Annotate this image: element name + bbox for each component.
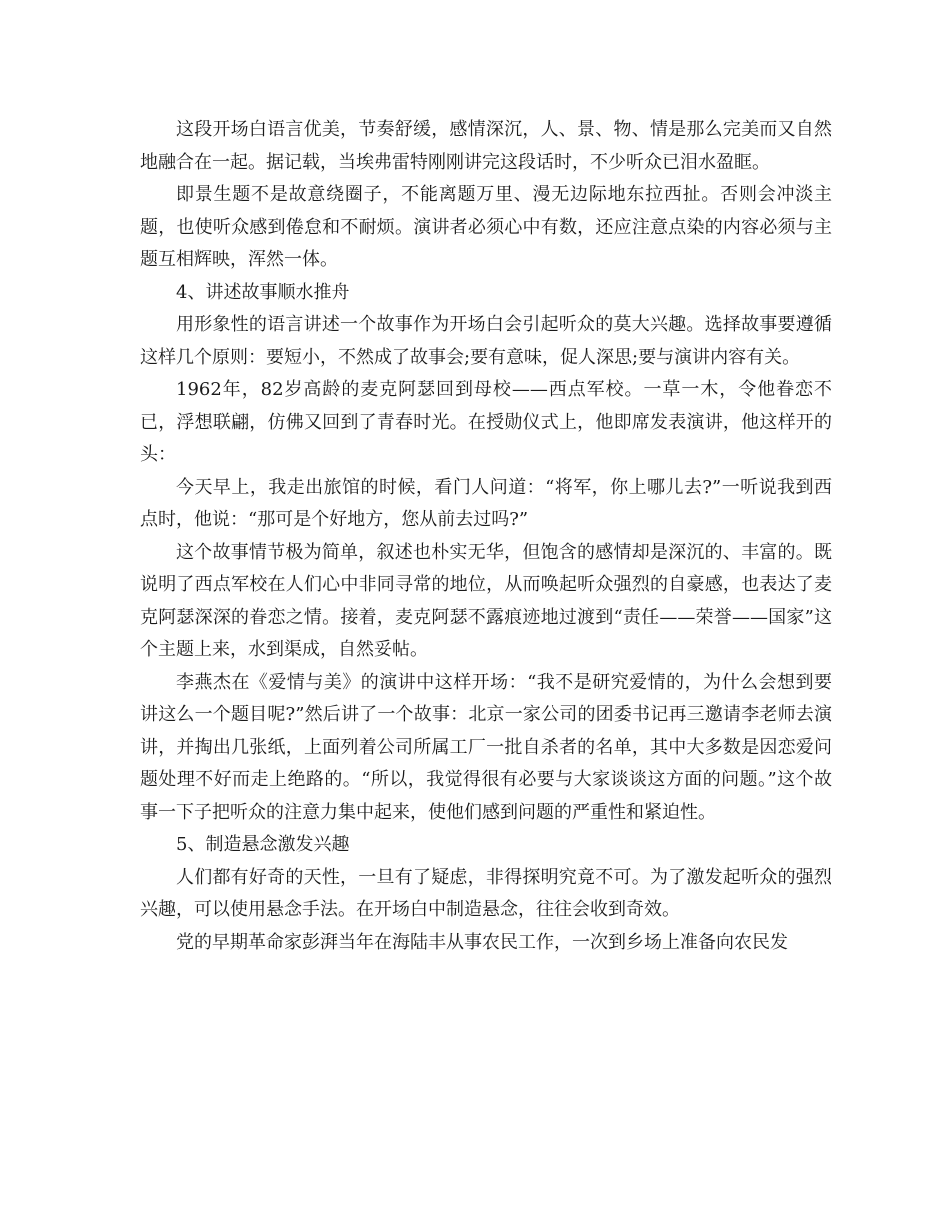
section-heading: 5、制造悬念激发兴趣 — [176, 834, 350, 855]
document-body — [140, 114, 832, 959]
paragraph: 即景生题不是故意绕圈子，不能离题万里、漫无边际地东拉西扯。否则会冲淡主题，也使听众感到倦怠和不耐烦。演讲者必须心中有数，还应注意点染的内容必须与主题互相辉映，浑然一体。 — [140, 184, 832, 270]
section-heading: 4、讲述故事顺水推舟 — [176, 281, 350, 303]
paragraph: 党的早期革命家彭湃当年在海陆丰从事农民工作，一次到乡场上准备向农民发 — [176, 931, 788, 953]
paragraph: 人们都有好奇的天性，一旦有了疑虑，非得探明究竟不可。为了激发起听众的强烈兴趣，可以使用悬念手法。在开场白中制造悬念，往往会收到奇效。 — [140, 866, 832, 920]
paragraph: 今天早上，我走出旅馆的时候，看门人问道：“将军，你上哪儿去?”一听说我到西点时，他说：“那可是个好地方，您从前去过吗?” — [140, 476, 832, 530]
paragraph: 用形象性的语言讲述一个故事作为开场白会引起听众的莫大兴趣。选择故事要遵循这样几个原则：要短小，不然成了故事会;要有意味，促人深思;要与演讲内容有关。 — [140, 314, 832, 368]
paragraph: 这段开场白语言优美，节奏舒缓，感情深沉，人、景、物、情是那么完美而又自然地融合在一起。据记载，当埃弗雷特刚刚讲完这段话时，不少听众已泪水盈眶。 — [140, 119, 832, 173]
paragraph: 1962年，82岁高龄的麦克阿瑟回到母校——西点军校。一草一木，令他眷恋不已，浮想联翩，仿佛又回到了青春时光。在授勋仪式上，他即席发表演讲，他这样开的头： — [140, 379, 832, 465]
paragraph: 这个故事情节极为简单，叙述也朴实无华，但饱含的感情却是深沉的、丰富的。既说明了西点军校在人们心中非同寻常的地位，从而唤起听众强烈的自豪感，也表达了麦克阿瑟深深的眷恋之情。接着，麦克阿瑟不露痕迹地过渡到“责任——荣誉——国家”这个主题上来，水到渠成，自然妥帖。 — [140, 541, 832, 660]
paragraph: 李燕杰在《爱情与美》的演讲中这样开场：“我不是研究爱情的，为什么会想到要讲这么一个题目呢?”然后讲了一个故事：北京一家公司的团委书记再三邀请李老师去演讲，并掏出几张纸，上面列着公司所属工厂一批自杀者的名单，其中大多数是因恋爱问题处理不好而走上绝路的。“所以，我觉得很有必要与大家谈谈这方面的问题。”这个故事一下子把听众的注意力集中起来，使他们感到问题的严重性和紧迫性。 — [140, 671, 832, 823]
